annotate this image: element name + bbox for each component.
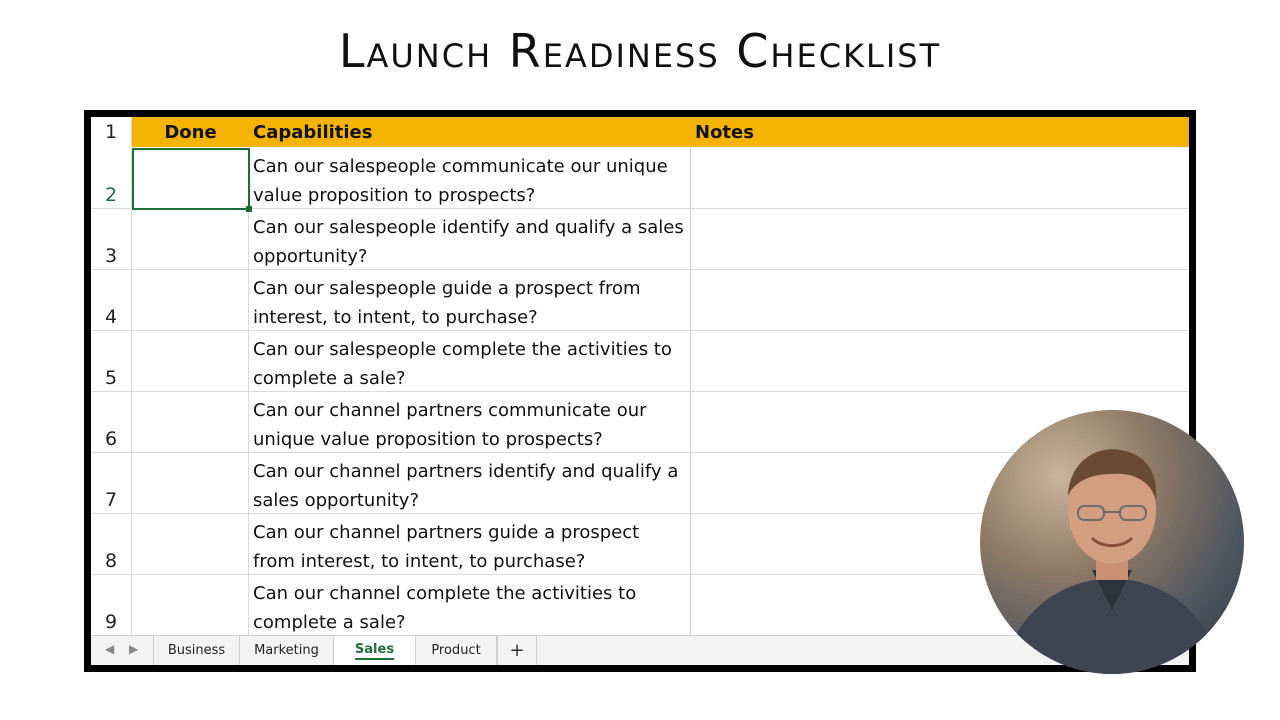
fill-handle[interactable] xyxy=(246,206,252,212)
row-header-5[interactable]: 5 xyxy=(91,331,132,391)
notes-cell[interactable] xyxy=(691,148,1189,208)
capability-cell[interactable]: Can our salespeople guide a prospect from interest, to intent, to purchase? xyxy=(249,270,691,330)
header-notes[interactable]: Notes xyxy=(691,117,1189,147)
done-cell[interactable] xyxy=(132,514,249,574)
table-row xyxy=(91,209,1189,270)
done-cell[interactable] xyxy=(132,270,249,330)
done-cell[interactable] xyxy=(132,331,249,391)
page-title: Launch Readiness Checklist xyxy=(338,24,942,78)
done-cell[interactable] xyxy=(132,453,249,513)
done-cell[interactable] xyxy=(132,575,249,635)
tab-sales[interactable]: Sales xyxy=(333,636,415,665)
capability-cell[interactable]: Can our channel partners guide a prospect from interest, to intent, to purchase? xyxy=(249,514,691,574)
next-sheet-icon[interactable]: ▶ xyxy=(129,642,139,656)
row-header-3[interactable]: 3 xyxy=(91,209,132,269)
tab-marketing[interactable]: Marketing xyxy=(239,636,333,665)
table-row xyxy=(91,148,1189,209)
prev-sheet-icon[interactable]: ◀ xyxy=(105,642,115,656)
selected-cell-outline[interactable] xyxy=(132,148,250,210)
done-cell[interactable] xyxy=(132,392,249,452)
tab-business[interactable]: Business xyxy=(153,636,239,665)
table-row xyxy=(91,270,1189,331)
capability-cell[interactable]: Can our salespeople complete the activities to complete a sale? xyxy=(249,331,691,391)
row-header-4[interactable]: 4 xyxy=(91,270,132,330)
add-sheet-button[interactable]: + xyxy=(497,636,537,665)
presenter-video-avatar xyxy=(980,410,1244,674)
table-row xyxy=(91,331,1189,392)
capability-cell[interactable]: Can our channel partners communicate our unique value proposition to prospects? xyxy=(249,392,691,452)
row-header-8[interactable]: 8 xyxy=(91,514,132,574)
capability-cell[interactable]: Can our channel partners identify and qualify a sales opportunity? xyxy=(249,453,691,513)
notes-cell[interactable] xyxy=(691,331,1189,391)
capability-cell[interactable]: Can our salespeople identify and qualify a sales opportunity? xyxy=(249,209,691,269)
capability-cell[interactable]: Can our salespeople communicate our unique value proposition to prospects? xyxy=(249,148,691,208)
notes-cell[interactable] xyxy=(691,209,1189,269)
row-header-6[interactable]: 6 xyxy=(91,392,132,452)
header-capabilities[interactable]: Capabilities xyxy=(249,117,691,147)
row-header-2[interactable]: 2 xyxy=(91,148,132,208)
capability-cell[interactable]: Can our channel complete the activities to complete a sale? xyxy=(249,575,691,635)
row-header-9[interactable]: 9 xyxy=(91,575,132,635)
header-row xyxy=(91,117,1189,147)
done-cell[interactable] xyxy=(132,209,249,269)
presenter-figure xyxy=(980,410,1244,674)
notes-cell[interactable] xyxy=(691,270,1189,330)
header-done[interactable]: Done xyxy=(132,117,249,147)
row-header-1[interactable]: 1 xyxy=(91,117,132,147)
tab-product[interactable]: Product xyxy=(415,636,497,665)
row-header-7[interactable]: 7 xyxy=(91,453,132,513)
